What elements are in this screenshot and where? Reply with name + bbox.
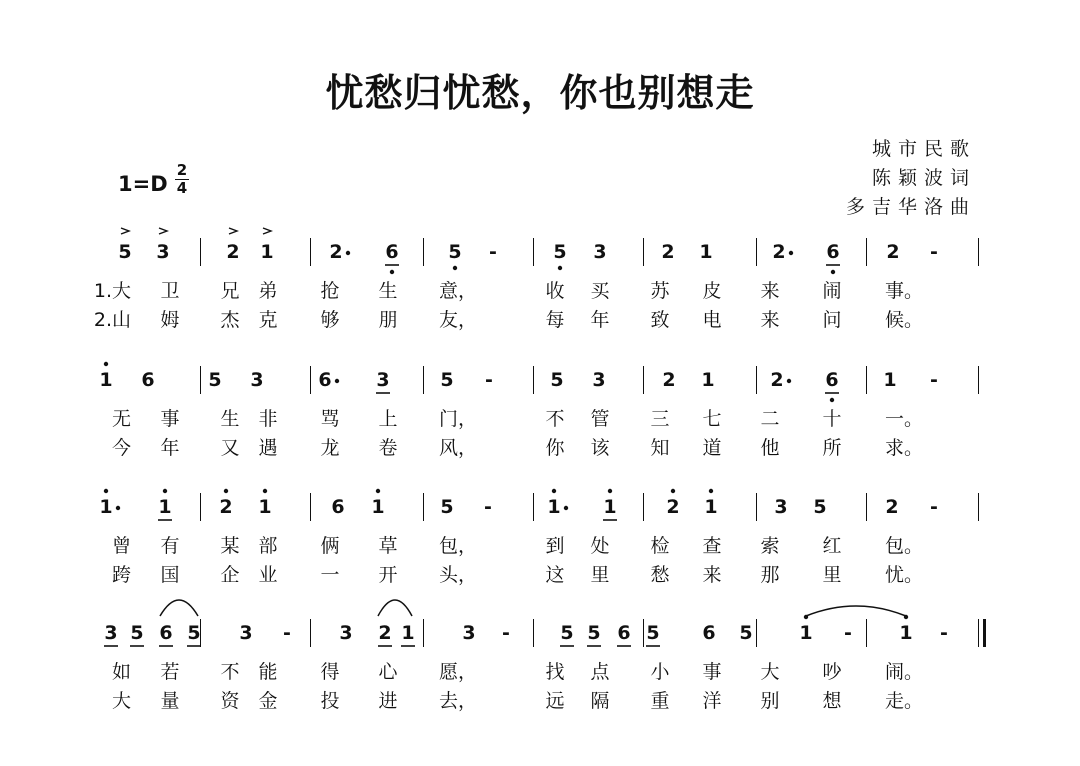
lyricist-credit: 陈颖波词 <box>871 167 976 189</box>
lyric-syllable: 包， <box>439 535 478 557</box>
time-signature-bottom: 4 <box>176 179 188 197</box>
lyric-syllable: 国 <box>160 564 180 586</box>
note: - <box>283 622 291 644</box>
lyric-syllable: 红 <box>822 535 842 557</box>
note: 5 <box>553 241 567 263</box>
note: 6 <box>331 496 345 518</box>
note: 2 <box>886 241 900 263</box>
note: 2 <box>772 241 786 263</box>
lyric-syllable: 资 <box>220 690 240 712</box>
lyric-syllable: 致 <box>650 309 670 331</box>
note: 3 <box>592 369 606 391</box>
lyric-syllable: 知 <box>650 437 670 459</box>
lyric-syllable: 生 <box>378 280 398 302</box>
lyric-syllable: 业 <box>258 564 278 586</box>
lyric-syllable: 够 <box>320 309 340 331</box>
note: 5 <box>560 622 574 644</box>
note: 3 <box>774 496 788 518</box>
lyric-syllable: 弟 <box>258 280 278 302</box>
lyric-syllable: 道 <box>702 437 722 459</box>
lyric-syllable: 投 <box>320 690 340 712</box>
lyric-syllable: 包。 <box>885 535 924 557</box>
note: 2 <box>770 369 784 391</box>
lyric-syllable: 求。 <box>885 437 924 459</box>
note: - <box>940 622 948 644</box>
lyric-syllable: 克 <box>258 309 278 331</box>
lyric-syllable: 心 <box>378 661 398 683</box>
lyric-syllable: 又 <box>220 437 240 459</box>
note: 3 <box>462 622 476 644</box>
note: 3 <box>376 369 390 391</box>
barline <box>978 619 979 647</box>
note: 5 <box>118 241 132 263</box>
lyric-syllable: 1.大 <box>93 280 131 302</box>
lyric-syllable: 闹 <box>822 280 842 302</box>
note: 3 <box>339 622 353 644</box>
slur <box>160 600 198 616</box>
note: 5 <box>440 496 454 518</box>
lyric-syllable: 隔 <box>590 690 610 712</box>
lyric-syllable: 头， <box>439 564 478 586</box>
lyric-syllable: 不 <box>545 408 565 430</box>
lyric-syllable: 风， <box>439 437 478 459</box>
note: 2 <box>226 241 240 263</box>
note: 1 <box>258 496 272 518</box>
lyric-syllable: 点 <box>590 661 610 683</box>
lyric-syllable: 卷 <box>378 437 398 459</box>
note: 6 <box>159 622 173 644</box>
lyric-syllable: 一。 <box>885 408 924 430</box>
lyric-syllable: 愿， <box>439 661 478 683</box>
note: - <box>484 496 492 518</box>
note: 1 <box>883 369 897 391</box>
lyric-syllable: 有 <box>160 535 180 557</box>
lyric-syllable: 朋 <box>378 309 398 331</box>
lyric-syllable: 走。 <box>885 690 924 712</box>
lyric-syllable: 事 <box>160 408 180 430</box>
lyric-syllable: 意， <box>439 280 478 302</box>
note: 3 <box>156 241 170 263</box>
lyric-syllable: 来 <box>760 309 780 331</box>
note: 6 <box>385 241 399 263</box>
lyric-syllable: 去， <box>439 690 478 712</box>
note: 1 <box>699 241 713 263</box>
note: 1 <box>799 622 813 644</box>
lyric-syllable: 来 <box>760 280 780 302</box>
lyric-syllable: 该 <box>590 437 610 459</box>
lyric-syllable: 不 <box>220 661 240 683</box>
note: 1 <box>547 496 561 518</box>
lyric-syllable: 事 <box>702 661 722 683</box>
lyric-syllable: 收 <box>545 280 565 302</box>
lyric-syllable: 量 <box>160 690 180 712</box>
lyric-syllable: 杰 <box>220 309 240 331</box>
lyric-syllable: 骂 <box>320 408 340 430</box>
lyric-syllable: 候。 <box>885 309 924 331</box>
lyric-syllable: 今 <box>111 437 131 459</box>
note: 2 <box>662 369 676 391</box>
lyric-syllable: 上 <box>378 408 398 430</box>
lyric-syllable: 管 <box>590 408 610 430</box>
lyric-syllable: 买 <box>590 280 610 302</box>
note: 1 <box>899 622 913 644</box>
lyric-syllable: 别 <box>760 690 780 712</box>
song-title: 忧愁归忧愁，你也别想走 <box>325 71 755 115</box>
note: 2 <box>329 241 343 263</box>
lyric-syllable: 处 <box>590 535 610 557</box>
genre-credit: 城市民歌 <box>871 138 976 160</box>
note: 5 <box>739 622 753 644</box>
lyric-syllable: 远 <box>545 690 565 712</box>
note: 2 <box>661 241 675 263</box>
lyric-syllable: 大 <box>760 661 780 683</box>
lyric-syllable: 草 <box>378 535 398 557</box>
lyric-syllable: 这 <box>545 564 565 586</box>
lyric-syllable: 重 <box>650 690 670 712</box>
note: - <box>930 496 938 518</box>
note: 3 <box>104 622 118 644</box>
note: 5 <box>550 369 564 391</box>
barline <box>533 619 534 647</box>
note: 3 <box>239 622 253 644</box>
note: 5 <box>187 622 201 644</box>
lyric-syllable: 检 <box>650 535 670 557</box>
barline <box>310 619 311 647</box>
lyric-syllable: 如 <box>111 661 131 683</box>
key-signature: 1=D <box>118 172 168 196</box>
note: 2 <box>666 496 680 518</box>
lyric-syllable: 里 <box>590 564 610 586</box>
lyric-syllable: 你 <box>545 437 565 459</box>
lyric-syllable: 年 <box>160 437 180 459</box>
lyric-syllable: 跨 <box>111 564 131 586</box>
lyric-syllable: 非 <box>258 408 278 430</box>
note: 3 <box>250 369 264 391</box>
lyric-syllable: 门， <box>439 408 478 430</box>
lyric-syllable: 想 <box>822 690 842 712</box>
lyric-syllable: 能 <box>258 661 278 683</box>
note: - <box>930 241 938 263</box>
lyric-syllable: 找 <box>545 661 565 683</box>
barline <box>756 619 757 647</box>
note: 6 <box>825 369 839 391</box>
lyric-syllable: 愁 <box>650 564 670 586</box>
time-signature-top: 2 <box>176 161 188 179</box>
lyric-syllable: 二 <box>760 408 780 430</box>
lyric-syllable: 金 <box>258 690 278 712</box>
lyric-syllable: 每 <box>545 309 565 331</box>
slur <box>378 600 412 616</box>
lyric-syllable: 兄 <box>220 280 240 302</box>
note: 1 <box>704 496 718 518</box>
lyric-syllable: 小 <box>650 661 670 683</box>
barline <box>200 619 201 647</box>
lyric-syllable: 开 <box>378 564 398 586</box>
lyric-syllable: 大 <box>111 690 131 712</box>
lyric-syllable: 得 <box>320 661 340 683</box>
note: - <box>489 241 497 263</box>
note: 1 <box>260 241 274 263</box>
lyric-syllable: 一 <box>320 564 340 586</box>
lyric-syllable: 俩 <box>320 535 340 557</box>
note: 1 <box>99 496 113 518</box>
slur <box>806 606 906 616</box>
lyric-syllable: 年 <box>590 309 610 331</box>
barline <box>423 619 424 647</box>
note: 6 <box>318 369 332 391</box>
lyric-syllable: 闹。 <box>885 661 924 683</box>
note: 3 <box>593 241 607 263</box>
note: 6 <box>617 622 631 644</box>
note: - <box>844 622 852 644</box>
note: - <box>485 369 493 391</box>
lyric-syllable: 企 <box>220 564 240 586</box>
lyric-syllable: 生 <box>220 408 240 430</box>
lyric-syllable: 卫 <box>160 280 180 302</box>
lyric-syllable: 姆 <box>160 309 180 331</box>
note: 5 <box>208 369 222 391</box>
lyric-syllable: 问 <box>822 309 842 331</box>
note: 1 <box>603 496 617 518</box>
composer-credit: 多吉华洛曲 <box>845 196 976 218</box>
lyric-syllable: 洋 <box>702 690 722 712</box>
note: 1 <box>371 496 385 518</box>
lyric-syllable: 吵 <box>822 661 842 683</box>
lyric-syllable: 查 <box>702 535 722 557</box>
lyric-syllable: 无 <box>111 408 131 430</box>
lyric-syllable: 部 <box>258 535 278 557</box>
note: 5 <box>587 622 601 644</box>
note: 1 <box>99 369 113 391</box>
lyric-syllable: 他 <box>760 437 780 459</box>
lyric-syllable: 遇 <box>258 437 278 459</box>
lyric-syllable: 索 <box>760 535 780 557</box>
barline <box>866 619 867 647</box>
note: 5 <box>646 622 660 644</box>
note: - <box>502 622 510 644</box>
note: 6 <box>141 369 155 391</box>
lyric-syllable: 某 <box>220 535 240 557</box>
lyric-syllable: 2.山 <box>93 309 131 331</box>
note: 1 <box>401 622 415 644</box>
lyric-syllable: 十 <box>822 408 842 430</box>
lyric-syllable: 电 <box>702 309 722 331</box>
note: 1 <box>158 496 172 518</box>
lyric-syllable: 来 <box>702 564 722 586</box>
note: 2 <box>378 622 392 644</box>
lyric-syllable: 所 <box>822 437 842 459</box>
lyric-syllable: 事。 <box>885 280 924 302</box>
lyric-syllable: 到 <box>545 535 565 557</box>
lyric-syllable: 友， <box>439 309 478 331</box>
lyric-syllable: 忧。 <box>885 564 924 586</box>
lyric-syllable: 三 <box>650 408 670 430</box>
lyric-syllable: 苏 <box>650 280 670 302</box>
note: 2 <box>885 496 899 518</box>
lyric-syllable: 那 <box>760 564 780 586</box>
lyric-syllable: 里 <box>822 564 842 586</box>
note: - <box>930 369 938 391</box>
lyric-syllable: 抢 <box>320 280 340 302</box>
note: 5 <box>440 369 454 391</box>
note: 5 <box>813 496 827 518</box>
lyric-syllable: 若 <box>160 661 180 683</box>
lyric-syllable: 曾 <box>111 535 131 557</box>
note: 5 <box>130 622 144 644</box>
note: 6 <box>702 622 716 644</box>
barline <box>643 619 644 647</box>
lyric-syllable: 进 <box>378 690 398 712</box>
note: 5 <box>448 241 462 263</box>
lyric-syllable: 龙 <box>320 437 340 459</box>
lyric-syllable: 七 <box>702 408 722 430</box>
note: 2 <box>219 496 233 518</box>
final-barline <box>983 619 986 647</box>
note: 6 <box>826 241 840 263</box>
lyric-syllable: 皮 <box>702 280 722 302</box>
note: 1 <box>701 369 715 391</box>
